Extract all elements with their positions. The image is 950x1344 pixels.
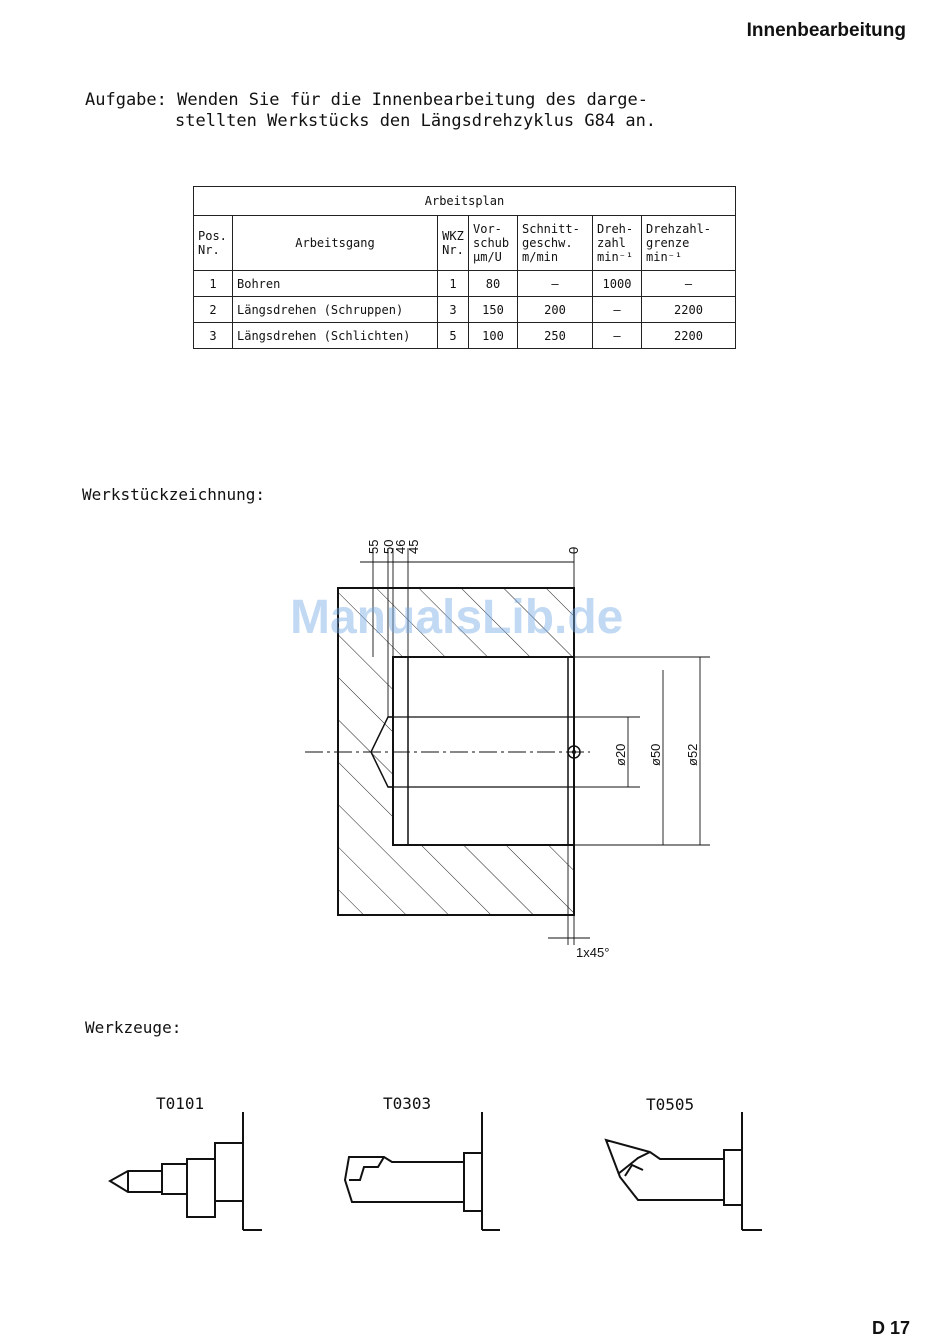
tools-section-label: Werkzeuge:	[85, 1018, 182, 1037]
cell-cutting-speed: 250	[518, 323, 593, 349]
cell-rpm: —	[593, 297, 642, 323]
cell-tool-no: 1	[438, 271, 469, 297]
tool-t0101-label: T0101	[156, 1094, 205, 1113]
dim-55-label: 55	[366, 539, 381, 554]
header-tool-no: WKZ Nr.	[438, 216, 469, 271]
cell-rpm-limit: —	[642, 271, 736, 297]
tool-t0303-label: T0303	[383, 1094, 432, 1113]
cell-rpm: 1000	[593, 271, 642, 297]
cell-operation: Bohren	[233, 271, 438, 297]
header-pos: Pos. Nr.	[194, 216, 233, 271]
cell-cutting-speed: 200	[518, 297, 593, 323]
dim-45-label: 45	[406, 539, 421, 554]
cell-rpm-limit: 2200	[642, 297, 736, 323]
cell-pos: 1	[194, 271, 233, 297]
page-title: Innenbearbeitung	[746, 20, 906, 41]
cell-pos: 3	[194, 323, 233, 349]
header-rpm-limit: Drehzahl- grenze min⁻¹	[642, 216, 736, 271]
dia-50-label: ø50	[648, 743, 663, 766]
task-line-1: Wenden Sie für die Innenbearbeitung des darge-	[177, 90, 648, 110]
page-number: D 17	[871, 1318, 910, 1338]
cell-rpm-limit: 2200	[642, 323, 736, 349]
dim-46-label: 46	[393, 539, 408, 554]
table-caption: Arbeitsplan	[194, 187, 736, 216]
dia-20-label: ø20	[613, 743, 628, 766]
tool-t0303-drawing	[345, 1112, 500, 1230]
cell-operation: Längsdrehen (Schlichten)	[233, 323, 438, 349]
cell-tool-no: 3	[438, 297, 469, 323]
cell-pos: 2	[194, 297, 233, 323]
dia-52-label: ø52	[685, 743, 700, 766]
cell-feed: 80	[469, 271, 518, 297]
drawing-section-label: Werkstückzeichnung:	[82, 485, 266, 504]
tool-t0505-drawing	[606, 1112, 762, 1230]
cell-feed: 100	[469, 323, 518, 349]
header-feed: Vor- schub µm/U	[469, 216, 518, 271]
header-rpm: Dreh- zahl min⁻¹	[593, 216, 642, 271]
task-label: Aufgabe:	[85, 90, 167, 110]
cell-cutting-speed: —	[518, 271, 593, 297]
tool-t0101-drawing	[110, 1112, 262, 1230]
watermark: ManualsLib.de	[290, 591, 624, 644]
tool-t0505-label: T0505	[646, 1095, 695, 1114]
task-line-2: stellten Werkstücks den Längsdrehzyklus G84 an.	[175, 111, 657, 131]
cell-operation: Längsdrehen (Schruppen)	[233, 297, 438, 323]
header-operation: Arbeitsgang	[233, 216, 438, 271]
header-cutting-speed: Schnitt- geschw. m/min	[518, 216, 593, 271]
cell-feed: 150	[469, 297, 518, 323]
dim-50-label: 50	[381, 539, 396, 554]
cell-rpm: —	[593, 323, 642, 349]
chamfer-label: 1x45°	[576, 945, 610, 960]
origin-marker-dot	[572, 750, 576, 754]
cell-tool-no: 5	[438, 323, 469, 349]
dim-0-label: 0	[566, 546, 581, 554]
